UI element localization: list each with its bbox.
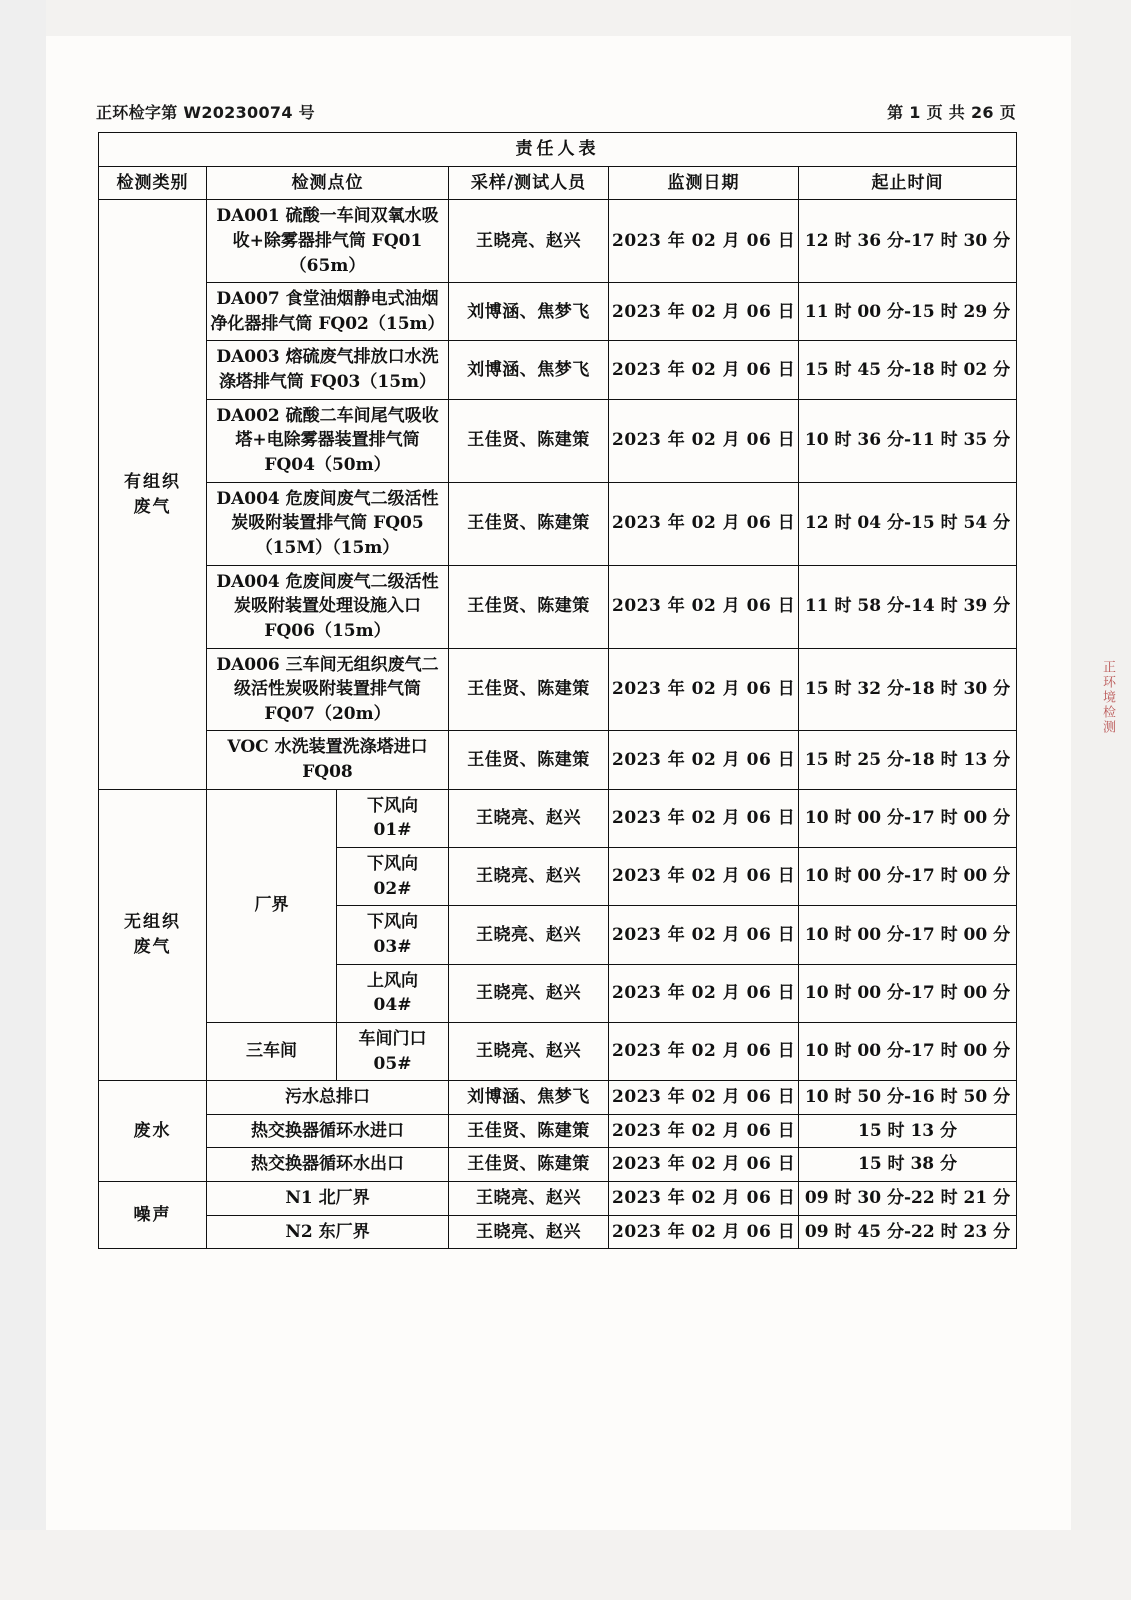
time-range: 10 时 50 分-16 时 50 分 [799, 1081, 1017, 1115]
sampling-person: 王佳贤、陈建策 [449, 399, 609, 482]
sampling-person: 王佳贤、陈建策 [449, 482, 609, 565]
time-range: 10 时 00 分-17 时 00 分 [799, 964, 1017, 1022]
time-range: 12 时 36 分-17 时 30 分 [799, 200, 1017, 283]
page-header [96, 100, 1016, 123]
table-row [99, 1022, 1017, 1080]
point-name: DA006 三车间无组织废气二级活性炭吸附装置排气筒 FQ07（20m） [207, 648, 449, 731]
point-name: VOC 水洗装置洗涤塔进口 FQ08 [207, 731, 449, 789]
category-noise: 噪声 [99, 1182, 207, 1249]
table-title: 责任人表 [99, 133, 1017, 167]
margin-stamp-text: 正环境检测 [1100, 660, 1115, 735]
time-range: 09 时 45 分-22 时 23 分 [799, 1215, 1017, 1249]
col-header-date: 监测日期 [609, 166, 799, 200]
point-name: DA004 危废间废气二级活性炭吸附装置处理设施入口 FQ06（15m） [207, 565, 449, 648]
monitor-date: 2023 年 02 月 06 日 [609, 906, 799, 964]
time-range: 09 时 30 分-22 时 21 分 [799, 1182, 1017, 1216]
table-row [99, 399, 1017, 482]
table-row [99, 648, 1017, 731]
group-factory-boundary: 厂界 [207, 789, 337, 1022]
time-range: 11 时 00 分-15 时 29 分 [799, 283, 1017, 341]
col-header-time: 起止时间 [799, 166, 1017, 200]
point-name: DA007 食堂油烟静电式油烟净化器排气筒 FQ02（15m） [207, 283, 449, 341]
monitor-date: 2023 年 02 月 06 日 [609, 1148, 799, 1182]
sub-point: 下风向 03# [337, 906, 449, 964]
point-name: 污水总排口 [207, 1081, 449, 1115]
responsible-person-table [98, 132, 1017, 1249]
group-workshop-3: 三车间 [207, 1022, 337, 1080]
sampling-person: 王佳贤、陈建策 [449, 1114, 609, 1148]
page-edge-right [1071, 0, 1131, 1600]
time-range: 10 时 00 分-17 时 00 分 [799, 789, 1017, 847]
table-header-row [99, 166, 1017, 200]
monitor-date: 2023 年 02 月 06 日 [609, 1215, 799, 1249]
sampling-person: 王晓亮、赵兴 [449, 906, 609, 964]
time-range: 15 时 45 分-18 时 02 分 [799, 341, 1017, 399]
table-row [99, 200, 1017, 283]
table-row [99, 789, 1017, 847]
col-header-point: 检测点位 [207, 166, 449, 200]
monitor-date: 2023 年 02 月 06 日 [609, 341, 799, 399]
table-row [99, 482, 1017, 565]
category-wastewater: 废水 [99, 1081, 207, 1182]
point-name: DA003 熔硫废气排放口水洗涤塔排气筒 FQ03（15m） [207, 341, 449, 399]
table-row [99, 283, 1017, 341]
point-name: 热交换器循环水出口 [207, 1148, 449, 1182]
monitor-date: 2023 年 02 月 06 日 [609, 731, 799, 789]
point-name: DA002 硫酸二车间尾气吸收塔+电除雾器装置排气筒 FQ04（50m） [207, 399, 449, 482]
time-range: 15 时 38 分 [799, 1148, 1017, 1182]
table-row [99, 1114, 1017, 1148]
time-range: 15 时 25 分-18 时 13 分 [799, 731, 1017, 789]
table-row [99, 1148, 1017, 1182]
point-name: DA001 硫酸一车间双氧水吸收+除雾器排气筒 FQ01（65m） [207, 200, 449, 283]
table-row [99, 341, 1017, 399]
table-row [99, 1215, 1017, 1249]
point-name: DA004 危废间废气二级活性炭吸附装置排气筒 FQ05（15M）（15m） [207, 482, 449, 565]
time-range: 10 时 00 分-17 时 00 分 [799, 906, 1017, 964]
time-range: 10 时 00 分-17 时 00 分 [799, 1022, 1017, 1080]
sampling-person: 王晓亮、赵兴 [449, 789, 609, 847]
time-range: 11 时 58 分-14 时 39 分 [799, 565, 1017, 648]
table-row [99, 1081, 1017, 1115]
monitor-date: 2023 年 02 月 06 日 [609, 200, 799, 283]
sub-point: 下风向 02# [337, 848, 449, 906]
category-organized-exhaust: 有组织 废气 [99, 200, 207, 789]
time-range: 12 时 04 分-15 时 54 分 [799, 482, 1017, 565]
point-name: N2 东厂界 [207, 1215, 449, 1249]
time-range: 10 时 00 分-17 时 00 分 [799, 848, 1017, 906]
sampling-person: 王佳贤、陈建策 [449, 731, 609, 789]
page-edge-top [0, 0, 1131, 36]
sub-point: 车间门口 05# [337, 1022, 449, 1080]
page-number: 第 1 页 共 26 页 [887, 103, 1016, 122]
sampling-person: 王晓亮、赵兴 [449, 1022, 609, 1080]
sampling-person: 王晓亮、赵兴 [449, 1182, 609, 1216]
sampling-person: 王晓亮、赵兴 [449, 848, 609, 906]
monitor-date: 2023 年 02 月 06 日 [609, 648, 799, 731]
point-name: N1 北厂界 [207, 1182, 449, 1216]
sampling-person: 王晓亮、赵兴 [449, 200, 609, 283]
monitor-date: 2023 年 02 月 06 日 [609, 482, 799, 565]
page-edge-bottom [0, 1530, 1131, 1600]
sampling-person: 王晓亮、赵兴 [449, 1215, 609, 1249]
point-name: 热交换器循环水进口 [207, 1114, 449, 1148]
document-number: 正环检字第 W20230074 号 [96, 103, 315, 122]
sampling-person: 刘博涵、焦梦飞 [449, 283, 609, 341]
monitor-date: 2023 年 02 月 06 日 [609, 1114, 799, 1148]
monitor-date: 2023 年 02 月 06 日 [609, 964, 799, 1022]
category-unorganized-exhaust: 无组织 废气 [99, 789, 207, 1080]
sampling-person: 王佳贤、陈建策 [449, 1148, 609, 1182]
table-title-row [99, 133, 1017, 167]
monitor-date: 2023 年 02 月 06 日 [609, 565, 799, 648]
sampling-person: 王佳贤、陈建策 [449, 648, 609, 731]
table-row [99, 1182, 1017, 1216]
time-range: 10 时 36 分-11 时 35 分 [799, 399, 1017, 482]
page-edge-left [0, 0, 46, 1600]
sub-point: 上风向 04# [337, 964, 449, 1022]
sampling-person: 刘博涵、焦梦飞 [449, 1081, 609, 1115]
time-range: 15 时 32 分-18 时 30 分 [799, 648, 1017, 731]
monitor-date: 2023 年 02 月 06 日 [609, 399, 799, 482]
monitor-date: 2023 年 02 月 06 日 [609, 1022, 799, 1080]
sampling-person: 王晓亮、赵兴 [449, 964, 609, 1022]
sampling-person: 王佳贤、陈建策 [449, 565, 609, 648]
sub-point: 下风向 01# [337, 789, 449, 847]
monitor-date: 2023 年 02 月 06 日 [609, 1081, 799, 1115]
monitor-date: 2023 年 02 月 06 日 [609, 1182, 799, 1216]
col-header-person: 采样/测试人员 [449, 166, 609, 200]
table-row [99, 565, 1017, 648]
monitor-date: 2023 年 02 月 06 日 [609, 283, 799, 341]
sampling-person: 刘博涵、焦梦飞 [449, 341, 609, 399]
time-range: 15 时 13 分 [799, 1114, 1017, 1148]
monitor-date: 2023 年 02 月 06 日 [609, 789, 799, 847]
col-header-category: 检测类别 [99, 166, 207, 200]
monitor-date: 2023 年 02 月 06 日 [609, 848, 799, 906]
table-row [99, 731, 1017, 789]
